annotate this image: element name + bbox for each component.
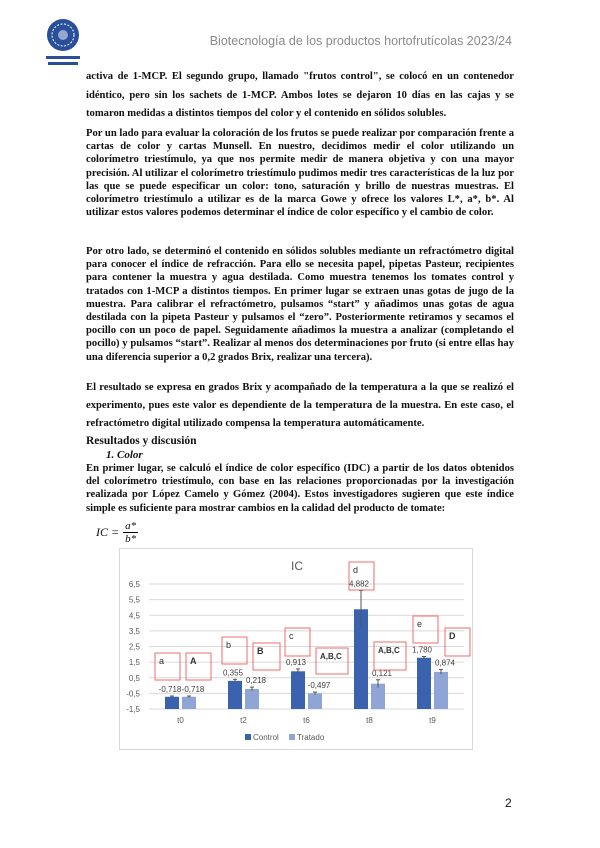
significance-letter: c <box>289 631 294 641</box>
data-label: 0,218 <box>245 676 267 686</box>
data-label: 0,913 <box>285 657 307 667</box>
legend-swatch-tratado <box>289 734 295 740</box>
formula-lhs: IC = <box>96 525 120 539</box>
data-label: 0,121 <box>371 668 393 678</box>
bar-control <box>291 671 305 709</box>
university-logo <box>44 18 82 70</box>
subsection-heading: 1. Color <box>106 449 143 461</box>
y-tick-label: -1,5 <box>126 705 140 714</box>
paragraph-1: activa de 1-MCP. El segundo grupo, llamado "frutos control", se colocó en un contenedor idéntico, pero sin los sachets de 1-MCP. Ambos lotes se dejaron 10 días en las cajas y se tomaron medidas a distintos tiempos del color y el contenido en sólidos solubles. <box>86 71 514 120</box>
header-title: Biotecnología de los productos hortofrutícolas 2023/24 <box>209 34 512 48</box>
formula-numerator: a* <box>125 520 137 532</box>
y-tick-label: 2,5 <box>128 642 140 652</box>
page-number: 2 <box>505 796 512 810</box>
legend-label-tratado: Tratado <box>297 733 325 742</box>
y-tick-label: 6,5 <box>128 580 140 589</box>
bar-control <box>417 658 431 709</box>
x-tick-label: t0 <box>177 716 184 725</box>
significance-letter: A,B,C <box>378 646 400 655</box>
bar-control <box>165 697 179 709</box>
significance-letter: D <box>449 631 456 641</box>
significance-letter: b <box>226 640 232 650</box>
significance-letter: d <box>353 565 359 575</box>
paragraph-2: Por un lado para evaluar la coloración de los frutos se puede realizar por comparación frente a cartas de color y cartas Munsell. En nuestro, decidimos medir el color utilizando un colorímetro triestímulo, ya que nos permite medir de manera objetiva y con una mayor precisión. Al utilizar el colorímetro triestímulo pudimos medir tres características de la luz por las que se puede especificar un color: tono, saturación y brillo de nuestras muestras. El colorímetro triestímulo a utilizar es de la marca Gowe y ofrece los valores L*, a*, b*. Al utilizar estos valores podemos determinar el índice de color específico y el cambio de color. <box>86 128 514 219</box>
significance-letter: e <box>417 619 423 629</box>
bar-tratado <box>434 672 448 709</box>
data-label: 1,780 <box>411 645 433 655</box>
y-tick-label: 1,5 <box>128 658 140 668</box>
ic-chart <box>119 548 473 750</box>
data-label: -0,497 <box>307 681 331 691</box>
data-label: -0,718 <box>158 685 182 694</box>
legend-label-control: Control <box>253 733 279 742</box>
significance-letter: A,B,C <box>320 652 342 661</box>
y-tick-label: -0,5 <box>126 689 140 699</box>
data-label: 0,874 <box>434 658 456 668</box>
significance-letter: A <box>190 656 197 666</box>
significance-letter: a <box>159 656 165 666</box>
paragraph-3: Por otro lado, se determinó el contenido en sólidos solubles mediante un refractómetro digital para conocer el índice de refracción. Para ello se necesita papel, pipetas Pasteur, recipientes para contener la muestra y agua destilada. Como muestra tenemos los tomates control y tratados con 1-MCP a distintos tiempos. En primer lugar se extraen unas gotas de jugo de la muestra. Para calibrar el refractómetro, pulsamos “start” y añadimos unas gotas de agua destilada con la pipeta Pasteur y pulsamos el “zero”. Posteriormente retiramos y secamos el pocillo con un poco de papel. Seguidamente añadimos la muestra a analizar (completando el pocillo) y pulsamos “start”. Realizar al menos dos determinaciones por fruto (si entre ellas hay una diferencia superior a 0,2 grados Brix, realizar una tercera). <box>86 246 514 363</box>
legend-swatch-control <box>245 734 251 740</box>
x-tick-label: t2 <box>240 716 247 725</box>
bar-tratado <box>182 697 196 709</box>
paragraph-5: En primer lugar, se calculó el índice de color específico (IDC) a partir de los datos obtenidos del colorímetro triestímulo, con base en las relaciones proporcionadas por la investigación realizada por López Camelo y Gómez (2004). Estos investigadores sugieren que este índice simple es suficiente para mostrar cambios en la calidad del producto de tomate: <box>86 463 514 514</box>
section-heading: Resultados y discusión <box>86 435 197 447</box>
ic-formula <box>96 520 138 545</box>
data-label: 4,882 <box>348 579 370 589</box>
y-tick-label: 0,5 <box>128 673 140 683</box>
data-label: 0,355 <box>222 668 244 678</box>
x-tick-label: t8 <box>366 716 373 725</box>
y-tick-label: 3,5 <box>128 626 140 636</box>
y-tick-label: 5,5 <box>128 595 140 605</box>
x-tick-label: t6 <box>303 716 310 725</box>
data-label: -0,718 <box>181 685 205 694</box>
bar-tratado <box>308 693 322 709</box>
y-tick-label: 4,5 <box>128 611 140 621</box>
bar-tratado <box>245 689 259 709</box>
chart-title: IC <box>291 559 303 573</box>
bar-control <box>228 681 242 709</box>
formula-fraction <box>123 520 138 545</box>
ic-chart-svg <box>120 549 472 749</box>
paragraph-4: El resultado se expresa en grados Brix y acompañado de la temperatura a la que se realizó el experimento, pues este valor es dependiente de la temperatura de la muestra. En este caso, el refractómetro digital utilizado compensa la temperatura automáticamente. <box>86 382 514 429</box>
x-tick-label: t9 <box>429 716 436 725</box>
significance-letter: B <box>257 646 264 656</box>
formula-denominator: b* <box>125 533 137 545</box>
